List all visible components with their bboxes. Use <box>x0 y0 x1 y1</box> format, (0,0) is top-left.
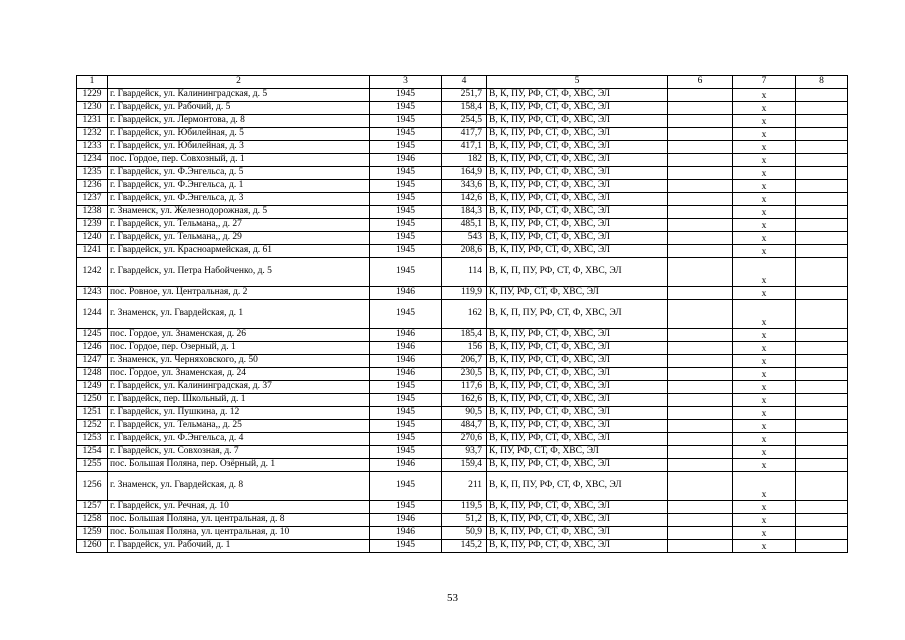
table-row <box>77 128 848 141</box>
column-header: 7 <box>733 76 796 89</box>
year-cell: 1946 <box>370 329 442 342</box>
year-cell: 1945 <box>370 141 442 154</box>
year-cell: 1945 <box>370 128 442 141</box>
column-6-cell <box>668 394 733 407</box>
systems-cell: В, К, ПУ, РФ, СТ, Ф, ХВС, ЭЛ <box>487 115 668 128</box>
column-7-cell: х <box>733 89 796 102</box>
area-cell: 164,9 <box>442 167 487 180</box>
year-cell: 1945 <box>370 206 442 219</box>
column-7-cell: х <box>733 501 796 514</box>
column-8-cell <box>796 459 848 472</box>
column-8-cell <box>796 115 848 128</box>
systems-cell: В, К, ПУ, РФ, СТ, Ф, ХВС, ЭЛ <box>487 527 668 540</box>
address-cell: пос. Большая Поляна, ул. центральная, д. 10 <box>108 527 370 540</box>
column-6-cell <box>668 128 733 141</box>
row-number-cell: 1233 <box>77 141 108 154</box>
year-cell: 1945 <box>370 219 442 232</box>
address-cell: г. Гвардейск, ул. Юбилейная, д. 3 <box>108 141 370 154</box>
column-8-cell <box>796 527 848 540</box>
column-8-cell <box>796 407 848 420</box>
row-number-cell: 1252 <box>77 420 108 433</box>
table-row <box>77 180 848 193</box>
systems-cell: В, К, ПУ, РФ, СТ, Ф, ХВС, ЭЛ <box>487 154 668 167</box>
column-8-cell <box>796 501 848 514</box>
row-number-cell: 1238 <box>77 206 108 219</box>
column-7-cell: х <box>733 342 796 355</box>
table-row <box>77 446 848 459</box>
column-7-cell: х <box>733 527 796 540</box>
column-7-cell: х <box>733 167 796 180</box>
column-6-cell <box>668 115 733 128</box>
row-number-cell: 1249 <box>77 381 108 394</box>
column-8-cell <box>796 472 848 501</box>
year-cell: 1945 <box>370 381 442 394</box>
column-8-cell <box>796 446 848 459</box>
column-7-cell: х <box>733 394 796 407</box>
table-row <box>77 420 848 433</box>
column-7-cell: х <box>733 300 796 329</box>
row-number-cell: 1235 <box>77 167 108 180</box>
column-8-cell <box>796 206 848 219</box>
year-cell: 1946 <box>370 514 442 527</box>
column-6-cell <box>668 514 733 527</box>
year-cell: 1946 <box>370 154 442 167</box>
year-cell: 1945 <box>370 232 442 245</box>
area-cell: 114 <box>442 258 487 287</box>
row-number-cell: 1248 <box>77 368 108 381</box>
column-8-cell <box>796 245 848 258</box>
row-number-cell: 1230 <box>77 102 108 115</box>
column-6-cell <box>668 89 733 102</box>
column-8-cell <box>796 342 848 355</box>
systems-cell: В, К, ПУ, РФ, СТ, Ф, ХВС, ЭЛ <box>487 206 668 219</box>
systems-cell: В, К, ПУ, РФ, СТ, Ф, ХВС, ЭЛ <box>487 394 668 407</box>
address-cell: г. Гвардейск, ул. Тельмана,, д. 25 <box>108 420 370 433</box>
area-cell: 162 <box>442 300 487 329</box>
area-cell: 51,2 <box>442 514 487 527</box>
table-row <box>77 514 848 527</box>
column-7-cell: х <box>733 206 796 219</box>
row-number-cell: 1229 <box>77 89 108 102</box>
year-cell: 1945 <box>370 420 442 433</box>
systems-cell: В, К, ПУ, РФ, СТ, Ф, ХВС, ЭЛ <box>487 381 668 394</box>
column-8-cell <box>796 141 848 154</box>
table-row <box>77 501 848 514</box>
systems-cell: В, К, ПУ, РФ, СТ, Ф, ХВС, ЭЛ <box>487 501 668 514</box>
year-cell: 1945 <box>370 300 442 329</box>
row-number-cell: 1260 <box>77 540 108 553</box>
table-row <box>77 300 848 329</box>
column-6-cell <box>668 368 733 381</box>
year-cell: 1946 <box>370 459 442 472</box>
systems-cell: В, К, ПУ, РФ, СТ, Ф, ХВС, ЭЛ <box>487 355 668 368</box>
table-row <box>77 245 848 258</box>
table-row <box>77 141 848 154</box>
row-number-cell: 1241 <box>77 245 108 258</box>
column-8-cell <box>796 193 848 206</box>
column-6-cell <box>668 329 733 342</box>
column-header: 6 <box>668 76 733 89</box>
systems-cell: В, К, ПУ, РФ, СТ, Ф, ХВС, ЭЛ <box>487 180 668 193</box>
systems-cell: В, К, ПУ, РФ, СТ, Ф, ХВС, ЭЛ <box>487 433 668 446</box>
address-cell: г. Гвардейск, ул. Юбилейная, д. 5 <box>108 128 370 141</box>
column-7-cell: х <box>733 472 796 501</box>
area-cell: 270,6 <box>442 433 487 446</box>
area-cell: 251,7 <box>442 89 487 102</box>
address-cell: пос. Гордое, ул. Знаменская, д. 24 <box>108 368 370 381</box>
column-header: 1 <box>77 76 108 89</box>
year-cell: 1945 <box>370 89 442 102</box>
column-6-cell <box>668 245 733 258</box>
column-7-cell: х <box>733 128 796 141</box>
systems-cell: В, К, ПУ, РФ, СТ, Ф, ХВС, ЭЛ <box>487 514 668 527</box>
systems-cell: К, ПУ, РФ, СТ, Ф, ХВС, ЭЛ <box>487 446 668 459</box>
column-8-cell <box>796 167 848 180</box>
column-8-cell <box>796 514 848 527</box>
column-6-cell <box>668 407 733 420</box>
address-cell: г. Гвардейск, ул. Красноармейская, д. 61 <box>108 245 370 258</box>
column-header: 3 <box>370 76 442 89</box>
address-cell: г. Гвардейск, ул. Ф.Энгельса, д. 4 <box>108 433 370 446</box>
column-7-cell: х <box>733 420 796 433</box>
year-cell: 1945 <box>370 433 442 446</box>
column-7-cell: х <box>733 102 796 115</box>
table-row <box>77 394 848 407</box>
column-6-cell <box>668 433 733 446</box>
row-number-cell: 1250 <box>77 394 108 407</box>
row-number-cell: 1242 <box>77 258 108 287</box>
column-7-cell: х <box>733 514 796 527</box>
area-cell: 159,4 <box>442 459 487 472</box>
address-cell: пос. Гордое, пер. Совхозный, д. 1 <box>108 154 370 167</box>
area-cell: 343,6 <box>442 180 487 193</box>
column-7-cell: х <box>733 446 796 459</box>
column-7-cell: х <box>733 141 796 154</box>
systems-cell: В, К, ПУ, РФ, СТ, Ф, ХВС, ЭЛ <box>487 342 668 355</box>
table-row <box>77 381 848 394</box>
table-row <box>77 527 848 540</box>
area-cell: 119,9 <box>442 287 487 300</box>
column-6-cell <box>668 355 733 368</box>
year-cell: 1946 <box>370 527 442 540</box>
column-7-cell: х <box>733 540 796 553</box>
column-header: 2 <box>108 76 370 89</box>
table-row <box>77 258 848 287</box>
row-number-cell: 1244 <box>77 300 108 329</box>
row-number-cell: 1239 <box>77 219 108 232</box>
systems-cell: В, К, ПУ, РФ, СТ, Ф, ХВС, ЭЛ <box>487 141 668 154</box>
row-number-cell: 1245 <box>77 329 108 342</box>
address-cell: г. Гвардейск, ул. Ф.Энгельса, д. 5 <box>108 167 370 180</box>
systems-cell: В, К, ПУ, РФ, СТ, Ф, ХВС, ЭЛ <box>487 102 668 115</box>
table-row <box>77 102 848 115</box>
column-8-cell <box>796 368 848 381</box>
column-8-cell <box>796 232 848 245</box>
area-cell: 206,7 <box>442 355 487 368</box>
column-6-cell <box>668 141 733 154</box>
systems-cell: В, К, ПУ, РФ, СТ, Ф, ХВС, ЭЛ <box>487 329 668 342</box>
column-6-cell <box>668 527 733 540</box>
address-cell: г. Гвардейск, ул. Речная, д. 10 <box>108 501 370 514</box>
column-7-cell: х <box>733 381 796 394</box>
row-number-cell: 1256 <box>77 472 108 501</box>
address-cell: г. Гвардейск, ул. Тельмана,, д. 27 <box>108 219 370 232</box>
column-6-cell <box>668 258 733 287</box>
column-6-cell <box>668 540 733 553</box>
address-cell: пос. Гордое, пер. Озерный, д. 1 <box>108 342 370 355</box>
year-cell: 1946 <box>370 368 442 381</box>
address-cell: г. Гвардейск, ул. Петра Набойченко, д. 5 <box>108 258 370 287</box>
row-number-cell: 1234 <box>77 154 108 167</box>
year-cell: 1945 <box>370 180 442 193</box>
column-8-cell <box>796 300 848 329</box>
year-cell: 1946 <box>370 287 442 300</box>
systems-cell: В, К, ПУ, РФ, СТ, Ф, ХВС, ЭЛ <box>487 540 668 553</box>
column-8-cell <box>796 258 848 287</box>
address-cell: г. Гвардейск, ул. Пушкина, д. 12 <box>108 407 370 420</box>
area-cell: 162,6 <box>442 394 487 407</box>
table-row <box>77 232 848 245</box>
column-8-cell <box>796 355 848 368</box>
systems-cell: В, К, ПУ, РФ, СТ, Ф, ХВС, ЭЛ <box>487 368 668 381</box>
table-row <box>77 329 848 342</box>
row-number-cell: 1237 <box>77 193 108 206</box>
table-row <box>77 433 848 446</box>
column-7-cell: х <box>733 219 796 232</box>
address-cell: г. Гвардейск, ул. Ф.Энгельса, д. 3 <box>108 193 370 206</box>
area-cell: 145,2 <box>442 540 487 553</box>
systems-cell: В, К, ПУ, РФ, СТ, Ф, ХВС, ЭЛ <box>487 193 668 206</box>
systems-cell: В, К, ПУ, РФ, СТ, Ф, ХВС, ЭЛ <box>487 128 668 141</box>
row-number-cell: 1246 <box>77 342 108 355</box>
address-cell: г. Гвардейск, пер. Школьный, д. 1 <box>108 394 370 407</box>
year-cell: 1945 <box>370 472 442 501</box>
column-8-cell <box>796 219 848 232</box>
register-table <box>76 75 848 553</box>
address-cell: пос. Гордое, ул. Знаменская, д. 26 <box>108 329 370 342</box>
area-cell: 484,7 <box>442 420 487 433</box>
address-cell: пос. Большая Поляна, ул. центральная, д. 8 <box>108 514 370 527</box>
column-7-cell: х <box>733 245 796 258</box>
area-cell: 156 <box>442 342 487 355</box>
row-number-cell: 1254 <box>77 446 108 459</box>
table-row <box>77 407 848 420</box>
year-cell: 1945 <box>370 245 442 258</box>
year-cell: 1946 <box>370 355 442 368</box>
area-cell: 117,6 <box>442 381 487 394</box>
table-row <box>77 368 848 381</box>
column-7-cell: х <box>733 180 796 193</box>
column-8-cell <box>796 420 848 433</box>
column-6-cell <box>668 287 733 300</box>
address-cell: г. Знаменск, ул. Железнодорожная, д. 5 <box>108 206 370 219</box>
year-cell: 1945 <box>370 446 442 459</box>
systems-cell: В, К, П, ПУ, РФ, СТ, Ф, ХВС, ЭЛ <box>487 300 668 329</box>
address-cell: г. Гвардейск, ул. Тельмана,, д. 29 <box>108 232 370 245</box>
area-cell: 182 <box>442 154 487 167</box>
area-cell: 184,3 <box>442 206 487 219</box>
year-cell: 1945 <box>370 102 442 115</box>
column-6-cell <box>668 342 733 355</box>
area-cell: 208,6 <box>442 245 487 258</box>
column-8-cell <box>796 381 848 394</box>
area-cell: 90,5 <box>442 407 487 420</box>
address-cell: г. Гвардейск, ул. Рабочий, д. 1 <box>108 540 370 553</box>
address-cell: г. Гвардейск, ул. Калининградская, д. 37 <box>108 381 370 394</box>
row-number-cell: 1232 <box>77 128 108 141</box>
column-6-cell <box>668 167 733 180</box>
year-cell: 1945 <box>370 501 442 514</box>
column-7-cell: х <box>733 459 796 472</box>
column-6-cell <box>668 300 733 329</box>
column-6-cell <box>668 420 733 433</box>
column-6-cell <box>668 219 733 232</box>
table-row <box>77 459 848 472</box>
systems-cell: В, К, ПУ, РФ, СТ, Ф, ХВС, ЭЛ <box>487 459 668 472</box>
address-cell: г. Гвардейск, ул. Лермонтова, д. 8 <box>108 115 370 128</box>
column-7-cell: х <box>733 368 796 381</box>
column-6-cell <box>668 472 733 501</box>
row-number-cell: 1259 <box>77 527 108 540</box>
column-8-cell <box>796 102 848 115</box>
column-8-cell <box>796 287 848 300</box>
area-cell: 417,7 <box>442 128 487 141</box>
area-cell: 93,7 <box>442 446 487 459</box>
address-cell: пос. Большая Поляна, пер. Озёрный, д. 1 <box>108 459 370 472</box>
systems-cell: К, ПУ, РФ, СТ, Ф, ХВС, ЭЛ <box>487 287 668 300</box>
year-cell: 1945 <box>370 258 442 287</box>
area-cell: 211 <box>442 472 487 501</box>
row-number-cell: 1251 <box>77 407 108 420</box>
column-8-cell <box>796 540 848 553</box>
column-7-cell: х <box>733 329 796 342</box>
year-cell: 1945 <box>370 407 442 420</box>
column-7-cell: х <box>733 115 796 128</box>
table-row <box>77 342 848 355</box>
column-7-cell: х <box>733 287 796 300</box>
column-8-cell <box>796 154 848 167</box>
area-cell: 417,1 <box>442 141 487 154</box>
page-number: 53 <box>447 592 458 604</box>
table-row <box>77 540 848 553</box>
address-cell: пос. Ровное, ул. Центральная, д. 2 <box>108 287 370 300</box>
column-8-cell <box>796 180 848 193</box>
table-row <box>77 167 848 180</box>
row-number-cell: 1231 <box>77 115 108 128</box>
column-header: 8 <box>796 76 848 89</box>
systems-cell: В, К, П, ПУ, РФ, СТ, Ф, ХВС, ЭЛ <box>487 258 668 287</box>
table-row <box>77 193 848 206</box>
address-cell: г. Гвардейск, ул. Калининградская, д. 5 <box>108 89 370 102</box>
year-cell: 1945 <box>370 193 442 206</box>
table-row <box>77 219 848 232</box>
systems-cell: В, К, ПУ, РФ, СТ, Ф, ХВС, ЭЛ <box>487 219 668 232</box>
column-7-cell: х <box>733 407 796 420</box>
column-6-cell <box>668 154 733 167</box>
systems-cell: В, К, ПУ, РФ, СТ, Ф, ХВС, ЭЛ <box>487 407 668 420</box>
row-number-cell: 1247 <box>77 355 108 368</box>
column-6-cell <box>668 193 733 206</box>
area-cell: 142,6 <box>442 193 487 206</box>
area-cell: 158,4 <box>442 102 487 115</box>
column-6-cell <box>668 446 733 459</box>
year-cell: 1945 <box>370 115 442 128</box>
column-7-cell: х <box>733 232 796 245</box>
year-cell: 1945 <box>370 167 442 180</box>
area-cell: 230,5 <box>442 368 487 381</box>
row-number-cell: 1255 <box>77 459 108 472</box>
systems-cell: В, К, ПУ, РФ, СТ, Ф, ХВС, ЭЛ <box>487 245 668 258</box>
header-row <box>77 76 848 89</box>
area-cell: 50,9 <box>442 527 487 540</box>
table-row <box>77 206 848 219</box>
column-header: 4 <box>442 76 487 89</box>
column-6-cell <box>668 381 733 394</box>
column-6-cell <box>668 180 733 193</box>
column-6-cell <box>668 501 733 514</box>
row-number-cell: 1243 <box>77 287 108 300</box>
column-8-cell <box>796 89 848 102</box>
systems-cell: В, К, П, ПУ, РФ, СТ, Ф, ХВС, ЭЛ <box>487 472 668 501</box>
table-row <box>77 355 848 368</box>
column-header: 5 <box>487 76 668 89</box>
row-number-cell: 1240 <box>77 232 108 245</box>
address-cell: г. Знаменск, ул. Черняховского, д. 50 <box>108 355 370 368</box>
column-8-cell <box>796 433 848 446</box>
table-row <box>77 287 848 300</box>
column-8-cell <box>796 329 848 342</box>
column-7-cell: х <box>733 154 796 167</box>
column-7-cell: х <box>733 258 796 287</box>
column-7-cell: х <box>733 355 796 368</box>
area-cell: 254,5 <box>442 115 487 128</box>
systems-cell: В, К, ПУ, РФ, СТ, Ф, ХВС, ЭЛ <box>487 420 668 433</box>
table-row <box>77 89 848 102</box>
row-number-cell: 1253 <box>77 433 108 446</box>
year-cell: 1946 <box>370 342 442 355</box>
address-cell: г. Гвардейск, ул. Ф.Энгельса, д. 1 <box>108 180 370 193</box>
address-cell: г. Гвардейск, ул. Рабочий, д. 5 <box>108 102 370 115</box>
area-cell: 119,5 <box>442 501 487 514</box>
systems-cell: В, К, ПУ, РФ, СТ, Ф, ХВС, ЭЛ <box>487 232 668 245</box>
column-7-cell: х <box>733 193 796 206</box>
row-number-cell: 1258 <box>77 514 108 527</box>
address-cell: г. Знаменск, ул. Гвардейская, д. 1 <box>108 300 370 329</box>
column-8-cell <box>796 394 848 407</box>
table-row <box>77 154 848 167</box>
column-6-cell <box>668 459 733 472</box>
year-cell: 1945 <box>370 540 442 553</box>
column-6-cell <box>668 102 733 115</box>
column-6-cell <box>668 206 733 219</box>
row-number-cell: 1236 <box>77 180 108 193</box>
column-6-cell <box>668 232 733 245</box>
column-8-cell <box>796 128 848 141</box>
systems-cell: В, К, ПУ, РФ, СТ, Ф, ХВС, ЭЛ <box>487 89 668 102</box>
table-row <box>77 115 848 128</box>
table-row <box>77 472 848 501</box>
area-cell: 485,1 <box>442 219 487 232</box>
row-number-cell: 1257 <box>77 501 108 514</box>
area-cell: 185,4 <box>442 329 487 342</box>
column-7-cell: х <box>733 433 796 446</box>
year-cell: 1945 <box>370 394 442 407</box>
address-cell: г. Гвардейск, ул. Совхозная, д. 7 <box>108 446 370 459</box>
area-cell: 543 <box>442 232 487 245</box>
address-cell: г. Знаменск, ул. Гвардейская, д. 8 <box>108 472 370 501</box>
systems-cell: В, К, ПУ, РФ, СТ, Ф, ХВС, ЭЛ <box>487 167 668 180</box>
